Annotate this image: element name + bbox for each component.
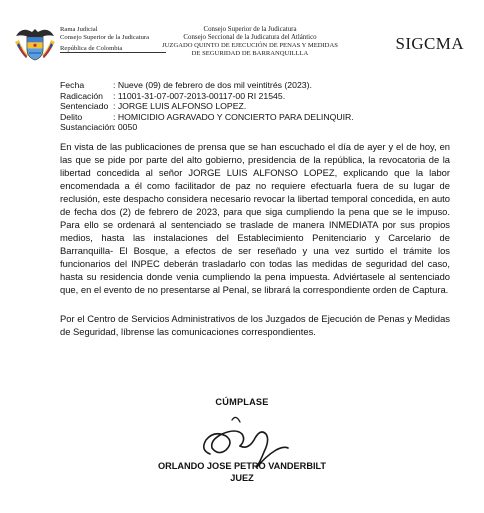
meta-label: Radicación [60, 90, 103, 101]
body-paragraph-2: Por el Centro de Servicios Administrativos de los Juzgados de Ejecución de Penas y Medidas de Seguridad, líbrense las comunicaciones correspondientes. [60, 313, 450, 337]
meta-value: : Nueve (09) de febrero de dos mil veintitrés (2023). [113, 80, 312, 90]
meta-row-delito [60, 112, 354, 123]
case-metadata [60, 80, 354, 133]
order-body [60, 140, 450, 338]
branch-council: Consejo Superior de la Judicatura [60, 34, 149, 41]
letterhead [10, 22, 480, 72]
court-location: DE SEGURIDAD DE BARRANQUILLLA [191, 50, 309, 57]
meta-row-fecha [60, 80, 354, 91]
meta-row-sentenciado [60, 101, 354, 112]
signer-role: JUEZ [230, 473, 254, 483]
meta-value: : HOMICIDIO AGRAVADO Y CONCIERTO PARA DELINQUIR. [113, 111, 354, 122]
branch-name: Rama Judicial [60, 26, 98, 33]
court-name: JUZGADO QUINTO DE EJECUCIÓN DE PENAS Y MEDIDAS [162, 42, 338, 49]
cumplase-heading: CÚMPLASE [215, 397, 269, 407]
branch-country: República de Colombia [60, 45, 123, 52]
signer-name: ORLANDO JOSE PETRO VANDERBILT [157, 461, 327, 471]
divider [60, 52, 166, 53]
meta-label: Sustanciación [60, 122, 115, 133]
signer-block [0, 460, 484, 484]
superior-council: Consejo Superior de la Judicatura [203, 26, 297, 33]
meta-row-radicacion [60, 91, 354, 102]
meta-label: Delito [60, 111, 83, 122]
meta-label: Sentenciado [60, 101, 109, 112]
council-block [162, 26, 338, 58]
sectional-council: Consejo Seccional de la Judicatura del Atlántico [183, 34, 317, 41]
meta-value: : JORGE LUIS ALFONSO LOPEZ. [113, 101, 247, 112]
meta-value: : 0050 [113, 122, 138, 133]
body-paragraph-1: En vista de las publicaciones de prensa que se han escuchado el día de ayer y el de hoy, en las que se pide por parte del alto gobierno, presidencia de la república, la revocatoria de la libertad concedida al señor JORGE LUIS ALFONSO LOPEZ, explicando que la labor encomendada a él como facilitador de paz no requiere efectuarla fuera de su lugar de reclusión, este despacho considera necesario revocar la libertad temporal concedida, en auto de fecha dos (2) de febrero de 2023, para que siga cumpliendo la pena que se le impuso. Para ello se ordenará al sentenciado se traslade de manera INMEDIATA por sus propios medios, hasta las instalaciones del Establecimiento Penitenciario y Carcelario de Barranquilla- El Bosque, a efectos de ser reseñado y una vez surtido el trámite los funcionarios del INPEC deberán trasladarlo con todas las medidas de seguridad del caso, hasta su residencia donde venia cumpliendo la pena impuesta. Adviértasele al sentenciado que, en el evento de no presentarse al Penal, se librará la correspondiente orden de Captura. [60, 141, 450, 295]
colombia-coat-of-arms-icon [12, 22, 58, 66]
meta-label: Fecha [60, 80, 85, 90]
meta-row-sustanciacion [60, 122, 354, 133]
meta-value: : 11001-31-07-007-2013-00117-00 RI 21545. [113, 90, 286, 101]
judicial-branch-block [60, 26, 149, 53]
sigcma-label: SIGCMA [395, 34, 464, 53]
